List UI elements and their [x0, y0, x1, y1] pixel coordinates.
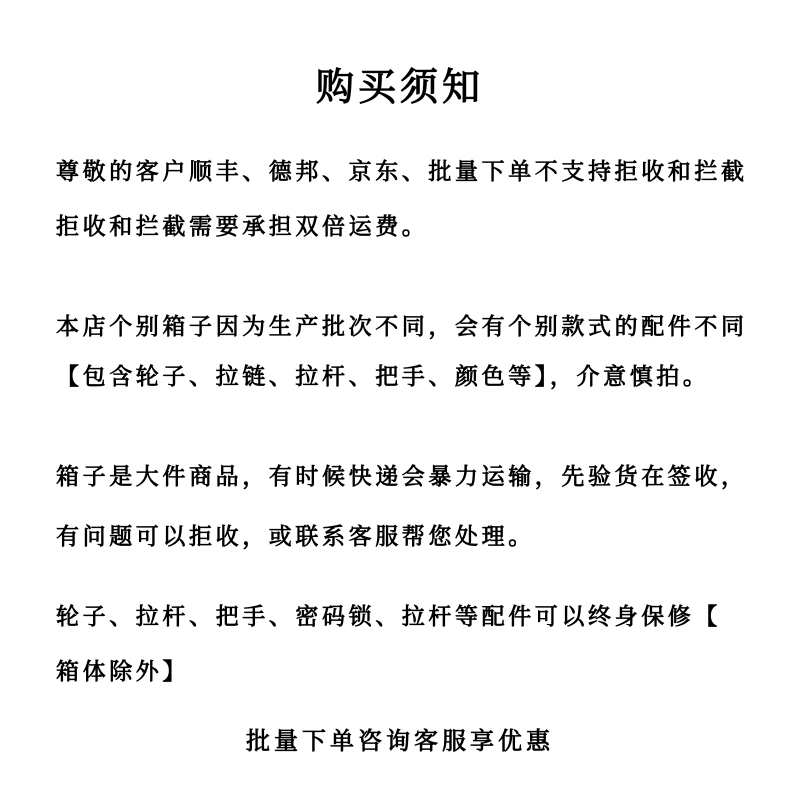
- notice-line-accessory-list: 【包含轮子、拉链、拉杆、把手、颜色等】，介意慎拍。: [56, 364, 710, 390]
- notice-line-warranty-exclusion: 箱体除外】: [56, 659, 189, 685]
- notice-line-rejection-fee: 拒收和拦截需要承担双倍运费。: [56, 214, 429, 240]
- notice-line-rejection-policy: 尊敬的客户顺丰、德邦、京东、批量下单不支持拒收和拦截: [56, 159, 748, 185]
- notice-title: 购买须知: [315, 65, 484, 109]
- notice-line-accessory-variation: 本店个别箱子因为生产批次不同，会有个别款式的配件不同: [56, 314, 748, 340]
- notice-footer: 批量下单咨询客服享优惠: [246, 727, 554, 755]
- notice-line-contact-service: 有问题可以拒收，或联系客服帮您处理。: [56, 524, 535, 550]
- notice-line-inspect-before-sign: 箱子是大件商品，有时候快递会暴力运输，先验货在签收，: [56, 464, 748, 490]
- notice-line-warranty: 轮子、拉杆、把手、密码锁、拉杆等配件可以终身保修【: [56, 604, 721, 630]
